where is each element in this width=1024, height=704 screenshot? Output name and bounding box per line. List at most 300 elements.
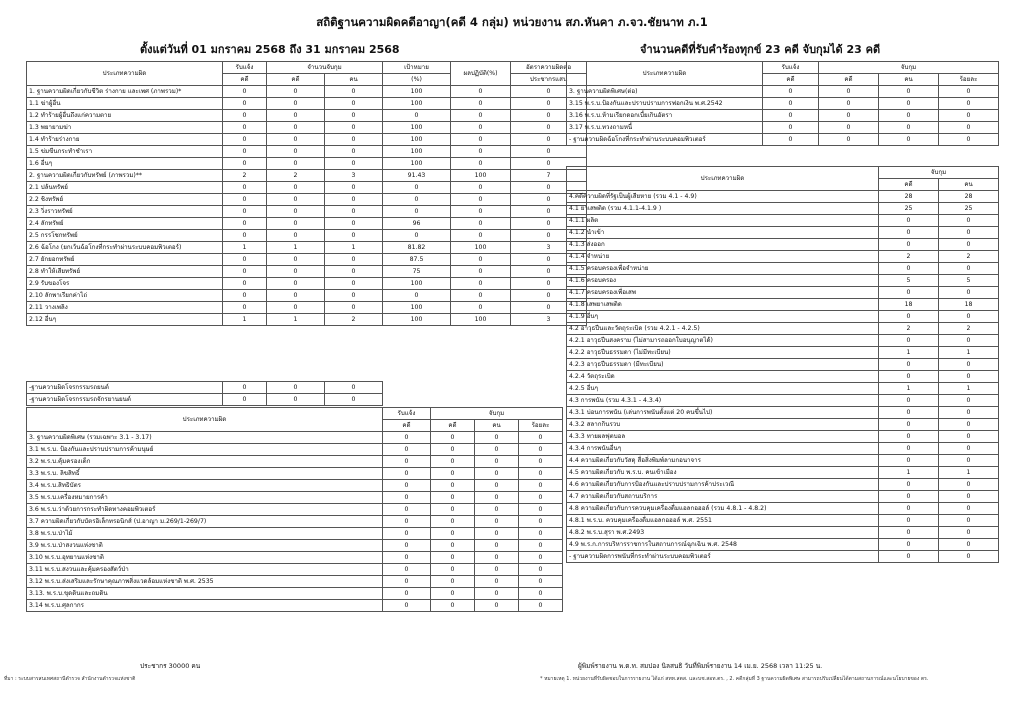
row-label: 1.4 ทำร้ายร่างกาย (27, 134, 223, 146)
table-row (567, 431, 999, 443)
row-value: 0 (939, 407, 999, 419)
row-value: 0 (451, 98, 511, 110)
table-row (27, 432, 563, 444)
row-value: 0 (431, 600, 475, 612)
row-value: 0 (511, 182, 587, 194)
row-value: 0 (511, 86, 587, 98)
row-value: 0 (475, 504, 519, 516)
table-row (567, 311, 999, 323)
row-value: 0 (511, 266, 587, 278)
row-label: 3.10 พ.ร.บ.อุทยานแห่งชาติ (27, 552, 383, 564)
row-value: 0 (939, 335, 999, 347)
row-label: 4.3.1 บ่อนการพนัน (เล่นการพนันตั้งแต่ 20 คนขึ้นไป) (567, 407, 879, 419)
row-value: 0 (475, 564, 519, 576)
col-header-result: ผลปฏิบัติ(%) (451, 62, 511, 86)
table-row (27, 134, 587, 146)
row-value: 0 (451, 158, 511, 170)
row-value: 0 (223, 158, 267, 170)
col-header-percent: (%) (383, 74, 451, 86)
row-value: 0 (267, 98, 325, 110)
row-value: 0 (475, 576, 519, 588)
col-header-case: คดี (223, 74, 267, 86)
row-value: 0 (325, 382, 383, 394)
table-row (567, 515, 999, 527)
row-value: 0 (383, 110, 451, 122)
row-label: 4.3.3 ทายผลฟุตบอล (567, 431, 879, 443)
row-label: 3. ฐานความผิดพิเศษ(ต่อ) (567, 86, 763, 98)
row-value: 0 (879, 335, 939, 347)
vehicle-theft-table (26, 381, 383, 406)
row-value: 0 (519, 564, 563, 576)
row-value: 0 (267, 146, 325, 158)
row-value: 0 (223, 146, 267, 158)
row-value: 0 (879, 239, 939, 251)
left-stats-table (26, 61, 587, 326)
row-value: 0 (511, 278, 587, 290)
row-label: 2.9 รับของโจร (27, 278, 223, 290)
row-value: 87.5 (383, 254, 451, 266)
row-label: 4.3 การพนัน (รวม 4.3.1 - 4.3.4) (567, 395, 879, 407)
row-value: 0 (383, 194, 451, 206)
row-label: 4.2.2 อาวุธปืนธรรมดา (ไม่มีทะเบียน) (567, 347, 879, 359)
row-value: 0 (939, 311, 999, 323)
row-label: 3.7 ความผิดเกี่ยวกับบัตรอิเล็กทรอนิกส์ (ป.อาญา ม.269/1-269/7) (27, 516, 383, 528)
row-value: 0 (519, 480, 563, 492)
row-value: 0 (223, 266, 267, 278)
col-header-target: เป้าหมาย (383, 62, 451, 74)
source-note: ที่มา : ระบบสารสนเทศสถานีตำรวจ สำนักงานตำรวจแห่งชาติ (4, 676, 136, 682)
row-value: 0 (939, 479, 999, 491)
table-row (27, 206, 587, 218)
table-row (567, 443, 999, 455)
table-row (567, 371, 999, 383)
col-header-case: คดี (879, 179, 939, 191)
col-header-person: คน (325, 74, 383, 86)
row-value: 1 (879, 467, 939, 479)
row-value: 0 (939, 515, 999, 527)
row-label: 4.1.3 ส่งออก (567, 239, 879, 251)
row-value: 0 (475, 528, 519, 540)
row-label: 1.6 อื่นๆ (27, 158, 223, 170)
row-label: 2.12 อื่นๆ (27, 314, 223, 326)
table-row (567, 215, 999, 227)
row-value: 0 (475, 432, 519, 444)
row-value: 0 (939, 263, 999, 275)
row-value: 0 (511, 134, 587, 146)
table-row (27, 564, 563, 576)
row-label: 1.3 พยายามฆ่า (27, 122, 223, 134)
row-value: 0 (383, 552, 431, 564)
row-value: 2 (325, 314, 383, 326)
row-label: 4.2.5 อื่นๆ (567, 383, 879, 395)
row-label: 4.2.4 วัตถุระเบิด (567, 371, 879, 383)
row-value: 0 (939, 287, 999, 299)
table-row (567, 539, 999, 551)
row-value: 0 (475, 468, 519, 480)
row-value: 0 (325, 394, 383, 406)
row-label: 1. ฐานความผิดเกี่ยวกับชีวิต ร่างกาย และเพศ (ภาพรวม)* (27, 86, 223, 98)
table-row (27, 230, 587, 242)
row-value: 0 (325, 266, 383, 278)
row-label: 4.2.1 อาวุธปืนสงคราม (ไม่สามารถออกใบอนุญาตได้) (567, 335, 879, 347)
row-value: 0 (383, 290, 451, 302)
row-value: 0 (763, 98, 819, 110)
row-value: 7 (511, 170, 587, 182)
row-value: 1 (879, 347, 939, 359)
table-row (27, 158, 587, 170)
table-row (567, 527, 999, 539)
row-value: 0 (939, 371, 999, 383)
row-value: 0 (451, 290, 511, 302)
table-row (27, 254, 587, 266)
row-value: 0 (879, 419, 939, 431)
row-value: 0 (879, 359, 939, 371)
row-value: 0 (879, 98, 939, 110)
row-value: 0 (819, 86, 879, 98)
row-label: 1.5 ข่มขืนกระทำชำเรา (27, 146, 223, 158)
row-value: 0 (475, 552, 519, 564)
row-value: 0 (383, 600, 431, 612)
table-row (567, 455, 999, 467)
row-label: 2.2 ชิงทรัพย์ (27, 194, 223, 206)
row-value: 0 (223, 254, 267, 266)
row-value: 0 (763, 134, 819, 146)
row-value: 0 (451, 134, 511, 146)
row-label: 4.1.1 ผลิต (567, 215, 879, 227)
table-row (567, 203, 999, 215)
row-value: 0 (267, 206, 325, 218)
table-row (567, 347, 999, 359)
printed-by-footer: ผู้พิมพ์รายงาน พ.ต.ท. สมปอง นิลสนธิ วันที่พิมพ์รายงาน 14 เม.ย. 2568 เวลา 11:25 น. (578, 662, 823, 670)
row-value: 0 (383, 564, 431, 576)
row-value: 0 (511, 302, 587, 314)
col-header-person: คน (939, 179, 999, 191)
table-row (27, 110, 587, 122)
row-value: 0 (879, 134, 939, 146)
col-header-case: คดี (267, 74, 325, 86)
row-value: 0 (475, 492, 519, 504)
table-row (567, 191, 999, 203)
row-value: 0 (819, 122, 879, 134)
row-value: 0 (267, 266, 325, 278)
row-label: 4.3.2 สลากกินรวบ (567, 419, 879, 431)
row-value: 0 (325, 218, 383, 230)
row-value: 0 (939, 122, 999, 134)
row-value: 0 (325, 206, 383, 218)
row-value: 0 (819, 110, 879, 122)
row-value: 96 (383, 218, 451, 230)
row-value: 0 (223, 86, 267, 98)
row-value: 0 (267, 134, 325, 146)
table-row (27, 456, 563, 468)
row-label: 4.8.1 พ.ร.บ. ควบคุมเครื่องดื่มแอลกอฮอล์ พ.ศ. 2551 (567, 515, 879, 527)
col-header-received: รับแจ้ง (383, 408, 431, 420)
row-value: 100 (383, 314, 451, 326)
cases-summary: จำนวนคดีที่รับคำร้องทุกข์ 23 คดี จับกุมได้ 23 คดี (640, 43, 881, 56)
row-value: 100 (383, 278, 451, 290)
row-value: 100 (451, 170, 511, 182)
table-row (27, 170, 587, 182)
table-row (27, 242, 587, 254)
row-value: 0 (267, 110, 325, 122)
row-value: 0 (475, 516, 519, 528)
row-value: 0 (879, 503, 939, 515)
row-value: 0 (325, 194, 383, 206)
row-value: 0 (939, 395, 999, 407)
row-value: 0 (763, 86, 819, 98)
row-value: 0 (519, 576, 563, 588)
row-value: 0 (939, 215, 999, 227)
table-row (27, 552, 563, 564)
row-label: 1.2 ทำร้ายผู้อื่นถึงแก่ความตาย (27, 110, 223, 122)
row-value: 0 (383, 528, 431, 540)
row-value: 0 (223, 122, 267, 134)
row-value: 0 (325, 182, 383, 194)
row-value: 0 (431, 540, 475, 552)
row-value: 0 (267, 254, 325, 266)
row-value: 0 (383, 540, 431, 552)
row-label: 3.15 พ.ร.บ.ป้องกันและปราบปรามการฟอกเงิน พ.ศ.2542 (567, 98, 763, 110)
row-label: 4.7 ความผิดเกี่ยวกับสถานบริการ (567, 491, 879, 503)
row-value: 0 (879, 86, 939, 98)
row-value: 100 (383, 98, 451, 110)
table-row (27, 278, 587, 290)
row-label: 4.คดีความผิดที่รัฐเป็นผู้เสียหาย (รวม 4.1 - 4.9) (567, 191, 879, 203)
row-value: 100 (383, 302, 451, 314)
row-value: 0 (519, 588, 563, 600)
state-victim-table (566, 166, 999, 563)
row-value: 0 (511, 146, 587, 158)
row-value: 0 (879, 479, 939, 491)
table-row (27, 394, 383, 406)
row-value: 0 (325, 254, 383, 266)
row-label: - ฐานความผิดการพนันที่กระทำผ่านระบบคอมพิวเตอร์ (567, 551, 879, 563)
row-value: 0 (879, 215, 939, 227)
row-value: 0 (451, 230, 511, 242)
row-value: 0 (267, 158, 325, 170)
table-row (27, 600, 563, 612)
row-value: 3 (511, 314, 587, 326)
row-value: 1 (939, 347, 999, 359)
col-header-type: ประเภทความผิด (27, 62, 223, 86)
row-label: 3.2 พ.ร.บ.คุ้มครองเด็ก (27, 456, 383, 468)
table-row (567, 122, 999, 134)
table-row (27, 504, 563, 516)
row-value: 0 (223, 382, 267, 394)
row-value: 0 (383, 468, 431, 480)
row-value: 0 (879, 491, 939, 503)
table-row (27, 528, 563, 540)
report-title: สถิติฐานความผิดคดีอาญา(คดี 4 กลุ่ม) หน่วยงาน สภ.หันคา ภ.จว.ชัยนาท ภ.1 (316, 15, 708, 29)
row-value: 0 (879, 551, 939, 563)
row-value: 0 (451, 110, 511, 122)
row-value: 0 (519, 444, 563, 456)
row-value: 100 (383, 158, 451, 170)
row-value: 0 (383, 588, 431, 600)
table-row (567, 383, 999, 395)
table-row (27, 98, 587, 110)
row-value: 0 (519, 600, 563, 612)
col-header-type: ประเภทความผิด (567, 62, 763, 86)
table-row (27, 576, 563, 588)
row-value: 81.82 (383, 242, 451, 254)
row-label: 4.1 ยาเสพติด (รวม 4.1.1-4.1.9 ) (567, 203, 879, 215)
table-row (27, 516, 563, 528)
row-label: 3.16 พ.ร.บ.ห้ามเรียกดอกเบี้ยเกินอัตรา (567, 110, 763, 122)
table-row (27, 444, 563, 456)
row-value: 0 (939, 110, 999, 122)
row-label: 2.3 วิ่งราวทรัพย์ (27, 206, 223, 218)
row-value: 0 (819, 134, 879, 146)
row-value: 0 (267, 382, 325, 394)
row-value: 0 (819, 98, 879, 110)
row-label: 2.10 ลักพาเรียกค่าไถ่ (27, 290, 223, 302)
table-row (27, 314, 587, 326)
row-value: 0 (511, 110, 587, 122)
row-label: 3.1 พ.ร.บ. ป้องกันและปราบปรามการค้ามนุษย์ (27, 444, 383, 456)
col-header-received: รับแจ้ง (763, 62, 819, 74)
row-value: 0 (763, 122, 819, 134)
row-value: 0 (939, 491, 999, 503)
row-value: 0 (431, 480, 475, 492)
special-offense-table (26, 407, 563, 612)
row-label: 2.11 วางเพลิง (27, 302, 223, 314)
row-value: 0 (879, 407, 939, 419)
table-row (27, 588, 563, 600)
row-value: 0 (383, 516, 431, 528)
row-label: 3.8 พ.ร.บ.ป่าไม้ (27, 528, 383, 540)
row-value: 0 (325, 86, 383, 98)
row-value: 0 (383, 444, 431, 456)
row-value: 0 (519, 504, 563, 516)
row-value: 0 (939, 359, 999, 371)
row-value: 0 (223, 194, 267, 206)
row-label: 3.6 พ.ร.บ.ว่าด้วยการกระทำผิดทางคอมพิวเตอร์ (27, 504, 383, 516)
row-value: 0 (475, 444, 519, 456)
row-value: 0 (879, 539, 939, 551)
row-value: 1 (939, 383, 999, 395)
row-value: 0 (879, 515, 939, 527)
row-label: - ฐานความผิดฉ้อโกงที่กระทำผ่านระบบคอมพิวเตอร์ (567, 134, 763, 146)
row-value: 0 (451, 122, 511, 134)
row-value: 0 (475, 456, 519, 468)
row-value: 2 (879, 251, 939, 263)
row-value: 0 (383, 456, 431, 468)
row-value: 28 (879, 191, 939, 203)
row-value: 0 (325, 158, 383, 170)
row-value: 0 (325, 302, 383, 314)
population-footer: ประชากร 30000 คน (140, 662, 201, 670)
table-row (567, 491, 999, 503)
row-value: 0 (451, 194, 511, 206)
row-value: 100 (383, 146, 451, 158)
row-label: 4.6 ความผิดเกี่ยวกับการป้องกันและปราบปรามการค้าประเวณี (567, 479, 879, 491)
report-period: ตั้งแต่วันที่ 01 มกราคม 2568 ถึง 31 มกราคม 2568 (140, 43, 400, 56)
row-value: 0 (267, 290, 325, 302)
row-value: 100 (451, 314, 511, 326)
row-value: 0 (451, 254, 511, 266)
row-value: 0 (939, 227, 999, 239)
row-value: 0 (879, 227, 939, 239)
row-value: 0 (431, 516, 475, 528)
col-header-percent: ร้อยละ (939, 74, 999, 86)
table-row (567, 110, 999, 122)
row-value: 2 (267, 170, 325, 182)
row-value: 100 (383, 86, 451, 98)
row-value: 0 (383, 480, 431, 492)
row-value: 0 (383, 504, 431, 516)
row-value: 18 (939, 299, 999, 311)
col-header-per-pop: ประชากรแสน (511, 74, 587, 86)
row-value: 0 (325, 134, 383, 146)
table-row (567, 275, 999, 287)
row-value: 0 (451, 146, 511, 158)
table-row (567, 86, 999, 98)
row-label: 3.4 พ.ร.บ.สิทธิบัตร (27, 480, 383, 492)
row-value: 0 (939, 86, 999, 98)
row-value: 0 (383, 432, 431, 444)
row-value: 0 (519, 468, 563, 480)
row-label: 4.1.6 ครอบครอง (567, 275, 879, 287)
row-value: 0 (223, 290, 267, 302)
row-value: 0 (939, 503, 999, 515)
row-value: 0 (939, 455, 999, 467)
row-label: 2.8 ทำให้เสียทรัพย์ (27, 266, 223, 278)
col-header-arrests: จำนวนจับกุม (267, 62, 383, 74)
row-label: 3.14 พ.ร.บ.ศุลกากร (27, 600, 383, 612)
row-label: 4.1.2 นำเข้า (567, 227, 879, 239)
row-value: 0 (475, 600, 519, 612)
row-value: 100 (383, 134, 451, 146)
col-header-case: คดี (763, 74, 819, 86)
row-value: 0 (475, 480, 519, 492)
row-value: 0 (223, 98, 267, 110)
row-value: 3 (325, 170, 383, 182)
row-value: 5 (879, 275, 939, 287)
row-value: 0 (431, 468, 475, 480)
table-row (567, 263, 999, 275)
row-label: 4.3.4 การพนันอื่นๆ (567, 443, 879, 455)
row-label: 2.4 ลักทรัพย์ (27, 218, 223, 230)
row-value: 0 (519, 540, 563, 552)
col-header-arrests: จับกุม (879, 167, 999, 179)
table-row (27, 540, 563, 552)
table-row (567, 419, 999, 431)
row-value: 0 (763, 110, 819, 122)
table-row (567, 479, 999, 491)
row-value: 0 (939, 431, 999, 443)
col-header-type: ประเภทความผิด (567, 167, 879, 191)
row-value: 0 (939, 527, 999, 539)
col-header-received: รับแจ้ง (223, 62, 267, 74)
row-value: 0 (431, 552, 475, 564)
row-value: 0 (511, 290, 587, 302)
row-value: 0 (325, 98, 383, 110)
row-value: 0 (511, 206, 587, 218)
row-label: 4.1.4 จำหน่าย (567, 251, 879, 263)
row-value: 0 (223, 182, 267, 194)
table-row (567, 251, 999, 263)
table-row (567, 227, 999, 239)
row-value: 0 (451, 266, 511, 278)
special-offense-cont-table (566, 61, 999, 146)
row-value: 2 (879, 323, 939, 335)
table-row (27, 468, 563, 480)
row-value: 1 (267, 314, 325, 326)
row-value: 0 (451, 182, 511, 194)
row-label: 4.5 ความผิดเกี่ยวกับ พ.ร.บ. คนเข้าเมือง (567, 467, 879, 479)
row-value: 0 (325, 146, 383, 158)
